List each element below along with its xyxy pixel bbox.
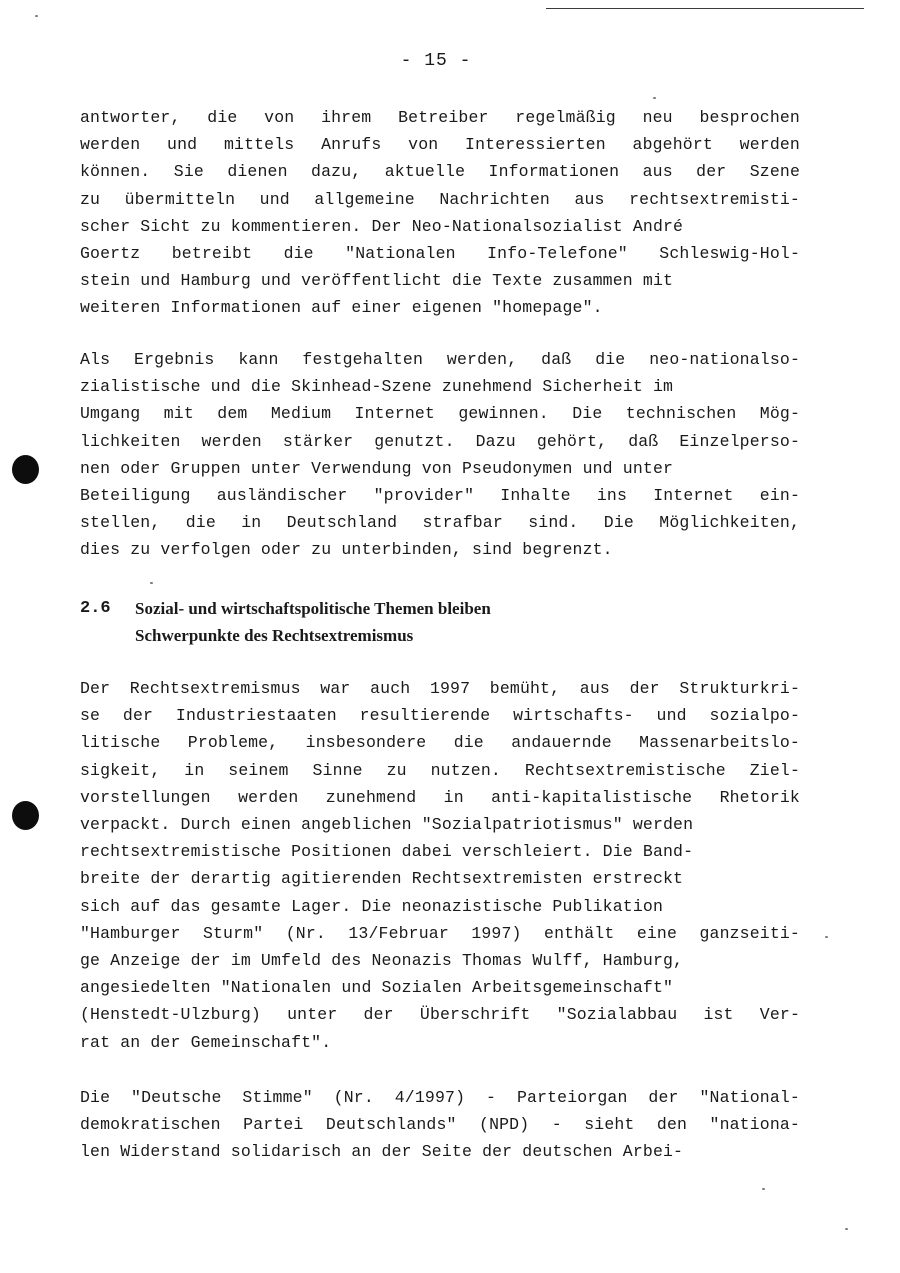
paragraph-4 bbox=[80, 1084, 800, 1166]
page-number: - 15 - bbox=[400, 51, 472, 71]
scan-speck bbox=[845, 1228, 848, 1230]
punch-hole bbox=[12, 455, 39, 484]
paragraph-line: stein und Hamburg und veröffentlicht die Texte zusammen mit bbox=[80, 271, 674, 291]
paragraph-line: lichkeiten werden stärker genutzt. Dazu gehört, daß Einzelperso- bbox=[80, 431, 800, 451]
paragraph-line: rechtsextremistische Positionen dabei verschleiert. Die Band- bbox=[80, 842, 694, 862]
paragraph-line: Beteiligung ausländischer "provider" Inhalte ins Internet ein- bbox=[80, 486, 800, 506]
section-number: 2.6 bbox=[80, 599, 111, 618]
scan-speck bbox=[653, 97, 656, 99]
section-title-line: Sozial- und wirtschaftspolitische Themen bleiben bbox=[135, 599, 491, 618]
scan-speck bbox=[825, 936, 828, 938]
paragraph-3 bbox=[80, 675, 800, 1056]
paragraph-line: dies zu verfolgen oder zu unterbinden, sind begrenzt. bbox=[80, 540, 613, 560]
paragraph-line: Die "Deutsche Stimme" (Nr. 4/1997) - Parteiorgan der "National- bbox=[80, 1088, 800, 1107]
paragraph-line: Goertz betreibt die "Nationalen Info-Telefone" Schleswig-Hol- bbox=[80, 244, 800, 264]
paragraph-line: vorstellungen werden zunehmend in anti-kapitalistische Rhetorik bbox=[80, 787, 800, 807]
top-edge-rule bbox=[546, 8, 864, 9]
scan-speck bbox=[150, 582, 153, 584]
paragraph-line: demokratischen Partei Deutschlands" (NPD) - sieht den "nationa- bbox=[80, 1115, 800, 1135]
paragraph-line: können. Sie dienen dazu, aktuelle Informationen aus der Szene bbox=[80, 162, 800, 182]
paragraph-line: sich auf das gesamte Lager. Die neonazistische Publikation bbox=[80, 896, 663, 916]
paragraph-line: ge Anzeige der im Umfeld des Neonazis Thomas Wulff, Hamburg, bbox=[80, 951, 684, 971]
paragraph-line: litische Probleme, insbesondere die andauernde Massenarbeitslo- bbox=[80, 733, 800, 753]
paragraph-line: angesiedelten "Nationalen und Sozialen Arbeitsgemeinschaft" bbox=[80, 978, 674, 998]
paragraph-line: antworter, die von ihrem Betreiber regelmäßig neu besprochen bbox=[80, 108, 800, 127]
scan-speck bbox=[762, 1188, 765, 1190]
paragraph-line: breite der derartig agitierenden Rechtsextremisten erstreckt bbox=[80, 869, 684, 889]
section-title-line: Schwerpunkte des Rechtsextremismus bbox=[135, 626, 414, 645]
paragraph-line: scher Sicht zu kommentieren. Der Neo-Nationalsozialist André bbox=[80, 216, 684, 236]
paragraph-2 bbox=[80, 346, 800, 564]
punch-hole bbox=[12, 801, 39, 830]
paragraph-line: sigkeit, in seinem Sinne zu nutzen. Rechtsextremistische Ziel- bbox=[80, 760, 800, 780]
paragraph-line: Der Rechtsextremismus war auch 1997 bemüht, aus der Strukturkri- bbox=[80, 679, 800, 698]
paragraph-line: Umgang mit dem Medium Internet gewinnen. Die technischen Mög- bbox=[80, 404, 800, 424]
paragraph-line: weiteren Informationen auf einer eigenen "homepage". bbox=[80, 298, 603, 318]
paragraph-line: zu übermitteln und allgemeine Nachrichten aus rechtsextremisti- bbox=[80, 189, 800, 209]
section-heading bbox=[80, 595, 780, 649]
paragraph-line: zialistische und die Skinhead-Szene zunehmend Sicherheit im bbox=[80, 377, 674, 397]
paragraph-line: Als Ergebnis kann festgehalten werden, daß die neo-nationalso- bbox=[80, 350, 800, 369]
paragraph-line: "Hamburger Sturm" (Nr. 13/Februar 1997) enthält eine ganzseiti- bbox=[80, 923, 800, 943]
paragraph-line: nen oder Gruppen unter Verwendung von Pseudonymen und unter bbox=[80, 458, 674, 478]
paragraph-line: rat an der Gemeinschaft". bbox=[80, 1032, 332, 1052]
paragraph-line: stellen, die in Deutschland strafbar sind. Die Möglichkeiten, bbox=[80, 513, 800, 533]
paragraph-line: len Widerstand solidarisch an der Seite der deutschen Arbei- bbox=[80, 1142, 684, 1162]
paragraph-1 bbox=[80, 104, 800, 322]
paragraph-line: (Henstedt-Ulzburg) unter der Überschrift "Sozialabbau ist Ver- bbox=[80, 1005, 800, 1025]
paragraph-line: se der Industriestaaten resultierende wirtschafts- und sozialpo- bbox=[80, 706, 800, 726]
paragraph-line: verpackt. Durch einen angeblichen "Sozialpatriotismus" werden bbox=[80, 815, 694, 835]
scan-speck bbox=[35, 15, 38, 17]
paragraph-line: werden und mittels Anrufs von Interessierten abgehört werden bbox=[80, 135, 800, 155]
